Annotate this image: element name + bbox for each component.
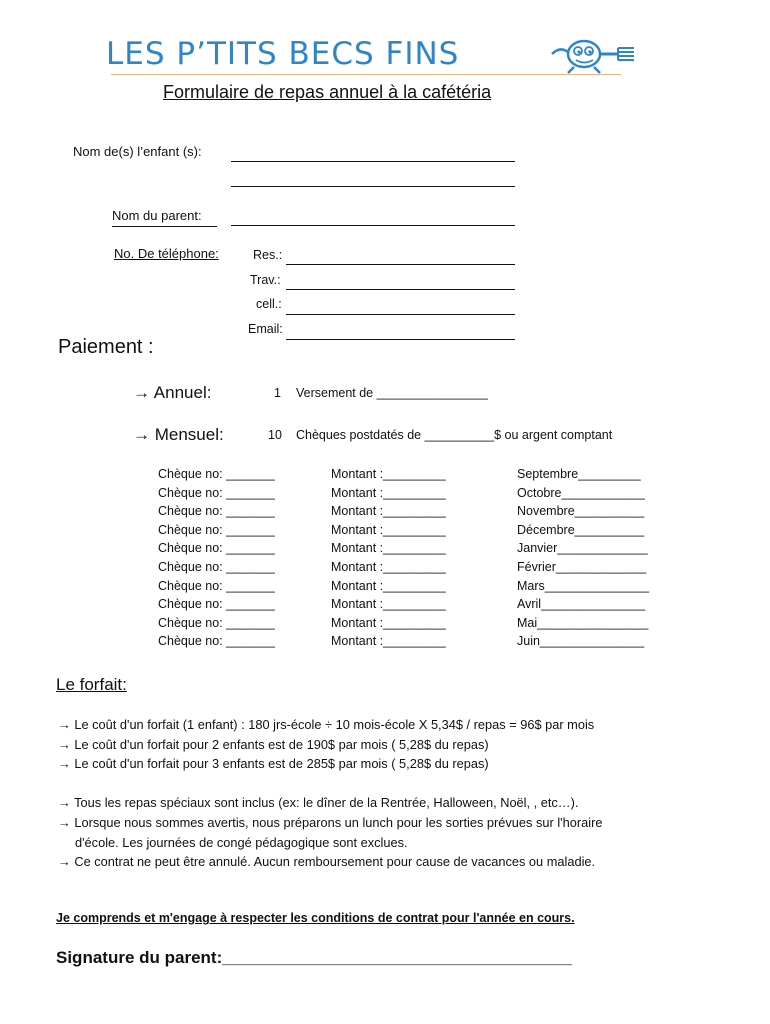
form-title: Formulaire de repas annuel à la cafétéria [163, 82, 492, 102]
cheque-number-field[interactable]: Chèque no: _______ [158, 467, 275, 481]
res-label: Res.: [253, 248, 283, 262]
trav-label: Trav.: [250, 273, 281, 287]
month-field[interactable]: Février_____________ [517, 559, 647, 574]
parent-name-field[interactable] [231, 225, 515, 226]
monthly-option-label: → Mensuel: [133, 425, 224, 444]
month-field[interactable]: Juin_______________ [517, 634, 645, 649]
cheque-number-field[interactable]: Chèque no: _______ [158, 541, 275, 556]
email-label: Email: [248, 322, 283, 336]
logo-text: LES P’TITS BECS FINS [106, 36, 460, 72]
mascot-logo-icon [548, 34, 638, 74]
monthly-count: 10 [268, 428, 282, 442]
cheque-number-field[interactable]: Chèque no: _______ [158, 522, 275, 537]
payment-heading: Paiement : [58, 336, 154, 358]
forfait-cost-2-children: → Le coût d'un forfait pour 2 enfants est de 190$ par mois ( 5,28$ du repas) [58, 737, 489, 752]
annual-option-label: → Annuel: [133, 383, 212, 402]
res-phone-field[interactable] [286, 264, 515, 265]
amount-field[interactable]: Montant :_________ [331, 467, 446, 481]
amount-field[interactable]: Montant :_________ [331, 615, 446, 630]
month-field[interactable]: Janvier_____________ [517, 541, 648, 556]
cheque-number-field[interactable]: Chèque no: _______ [158, 504, 275, 519]
child-name-field-2[interactable] [231, 186, 515, 187]
month-field[interactable]: Avril_______________ [517, 597, 646, 612]
amount-field[interactable]: Montant :_________ [331, 522, 446, 537]
amount-list [331, 465, 446, 651]
lunch-outings-note-continued: d'école. Les journées de congé pédagogique sont exclues. [75, 835, 408, 850]
cheque-number-field[interactable]: Chèque no: _______ [158, 485, 275, 500]
cheque-number-field[interactable]: Chèque no: _______ [158, 615, 275, 630]
parent-name-label: Nom du parent: [112, 208, 202, 223]
amount-field[interactable]: Montant :_________ [331, 559, 446, 574]
phone-label: No. De téléphone: [114, 246, 219, 261]
month-field[interactable]: Novembre__________ [517, 504, 645, 519]
amount-field[interactable]: Montant :_________ [331, 578, 446, 593]
month-field[interactable]: Mai________________ [517, 615, 649, 630]
cell-phone-field[interactable] [286, 314, 515, 315]
amount-field[interactable]: Montant :_________ [331, 634, 446, 649]
forfait-cost-3-children: → Le coût d'un forfait pour 3 enfants est de 285$ par mois ( 5,28$ du repas) [58, 756, 489, 771]
month-field[interactable]: Septembre_________ [517, 467, 641, 481]
month-field[interactable]: Décembre__________ [517, 522, 645, 537]
cheque-number-list [158, 465, 275, 651]
email-field[interactable] [286, 339, 515, 340]
cheque-number-field[interactable]: Chèque no: _______ [158, 578, 275, 593]
amount-field[interactable]: Montant :_________ [331, 541, 446, 556]
annual-count: 1 [274, 386, 281, 400]
forfait-cost-1-child: → Le coût d'un forfait (1 enfant) : 180 jrs-école ÷ 10 mois-école X 5,34$ / repas = 96$ par mois [58, 717, 595, 732]
cell-label: cell.: [256, 297, 282, 311]
monthly-payment-text[interactable]: Chèques postdatés de __________$ ou argent comptant [296, 428, 613, 442]
cheque-number-field[interactable]: Chèque no: _______ [158, 597, 275, 612]
month-field[interactable]: Mars_______________ [517, 578, 650, 593]
amount-field[interactable]: Montant :_________ [331, 597, 446, 612]
work-phone-field[interactable] [286, 289, 515, 290]
parent-name-label-underline [112, 226, 217, 227]
annual-payment-text[interactable]: Versement de ________________ [296, 386, 488, 400]
month-field[interactable]: Octobre____________ [517, 485, 645, 500]
cheque-number-field[interactable]: Chèque no: _______ [158, 634, 275, 649]
engagement-statement: Je comprends et m'engage à respecter les conditions de contrat pour l'année en cours. [56, 911, 575, 925]
child-name-field-1[interactable] [231, 161, 515, 162]
amount-field[interactable]: Montant :_________ [331, 485, 446, 500]
child-name-label: Nom de(s) l’enfant (s): [73, 144, 202, 159]
special-meals-note: → Tous les repas spéciaux sont inclus (ex: le dîner de la Rentrée, Halloween, Noël, , etc…). [58, 795, 579, 810]
cheque-number-field[interactable]: Chèque no: _______ [158, 559, 275, 574]
amount-field[interactable]: Montant :_________ [331, 504, 446, 519]
logo-divider [111, 74, 621, 75]
lunch-outings-note: → Lorsque nous sommes avertis, nous préparons un lunch pour les sorties prévues sur l'horaire [58, 815, 603, 830]
parent-signature-field[interactable]: Signature du parent:_____________________________________ [56, 948, 573, 967]
forfait-heading: Le forfait: [56, 675, 127, 694]
month-list [517, 465, 649, 651]
no-refund-note: → Ce contrat ne peut être annulé. Aucun remboursement pour cause de vacances ou maladie. [58, 854, 596, 869]
